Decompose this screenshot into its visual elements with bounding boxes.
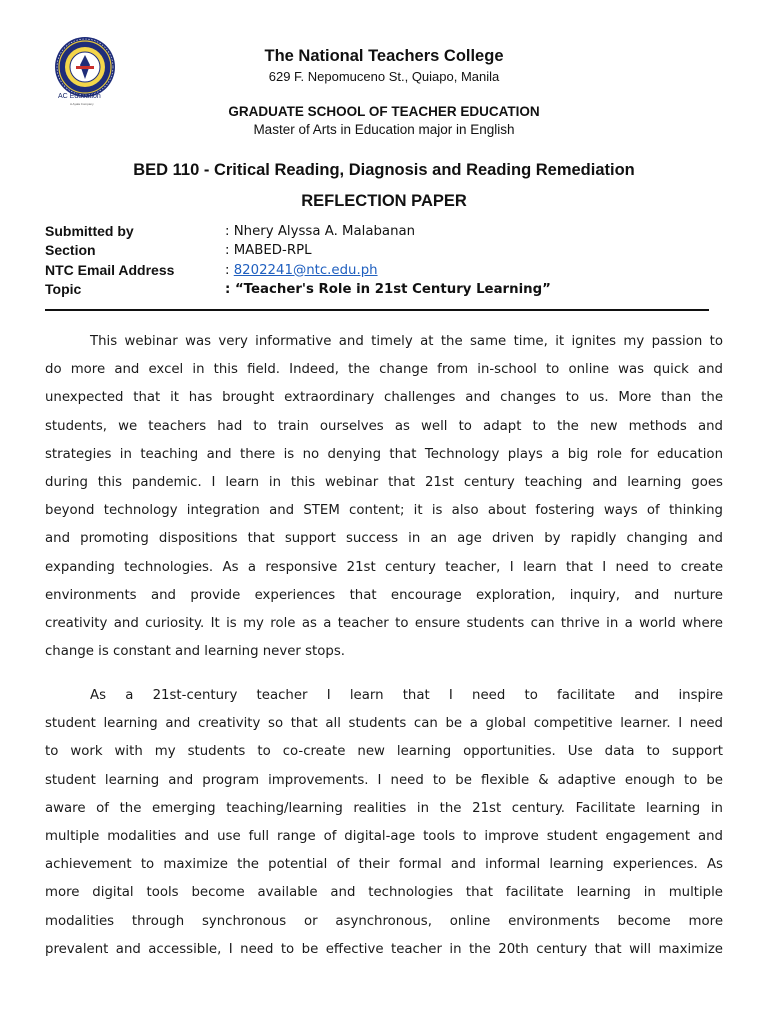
course-title: BED 110 - Critical Reading, Diagnosis and Reading Remediation [133,161,635,179]
text-line: student learning and creativity so that all students can be a global competitive learner. I need [45,716,723,732]
brand-logo-text: AC Education [58,93,101,100]
text-line: change is constant and learning never stops. [45,644,345,660]
text-line: beyond technology integration and STEM content; it is also about fostering ways of thinking [45,503,723,519]
text-line: do more and excel in this field. Indeed, the change from in-school to online was quick and [45,362,723,378]
text-line: multiple modalities and use full range of digital-age tools to improve student engagement and [45,828,723,844]
text-line: prevalent and accessible, I need to be effective teacher in the 20th century that will maximize [45,941,723,957]
text-line: unexpected that it has brought extraordinary challenges and changes to us. More than the [45,390,723,406]
horizontal-divider [45,309,709,311]
college-seal-icon [54,36,116,98]
text-line: This webinar was very informative and timely at the same time, it ignites my passion to [90,334,723,349]
text-line: to work with my students to co-create new learning opportunities. Use data to support [45,744,723,760]
text-line: achievement to maximize the potential of their formal and informal learning experiences. As [45,857,723,873]
info-row-email [45,261,715,280]
text-line: and promoting dispositions that support success in an age driven by rapidly changing and [45,531,723,547]
info-row-submitted-by [45,222,715,241]
text-line: modalities through synchronous or asynchronous, online environments become more [45,913,723,929]
info-value: : MABED-RPL [225,243,312,259]
text-line: student learning and program improvements. I need to be flexible & adaptive enough to be [45,772,723,788]
email-prefix: : [225,262,234,278]
paper-type: REFLECTION PAPER [301,192,467,210]
college-address: 629 F. Nepomuceno St., Quiapo, Manila [268,69,500,84]
info-value [225,261,378,280]
paragraph-2 [45,682,723,964]
text-line: aware of the emerging teaching/learning realities in the 21st century. Facilitate learning in [45,800,723,816]
info-value: : “Teacher's Role in 21st Century Learning” [225,281,551,297]
college-logo [54,36,116,98]
text-line: during this pandemic. I learn in this webinar that 21st century teaching and learning goes [45,474,723,490]
info-label: Submitted by [45,223,134,239]
text-line: students, we teachers had to train ourselves as well to adapt to the new methods and [45,418,723,434]
info-label: Topic [45,280,82,297]
text-line: creativity and curiosity. It is my role as a teacher to ensure students can thrive in a world where [45,615,723,631]
paragraph-1 [45,328,723,666]
text-line: As a 21st-century teacher I learn that I need to facilitate and inspire [90,688,723,703]
email-link[interactable]: 8202241@ntc.edu.ph [233,262,378,278]
college-name: The National Teachers College [264,47,504,65]
brand-logo-subtext: A Ayala Company [70,102,94,106]
text-line: expanding technologies. As a responsive 21st century teacher, I learn that I need to create [45,559,723,575]
text-line: strategies in teaching and there is no denying that Technology plays a big role for education [45,446,723,462]
text-line: environments and provide experiences that encourage exploration, inquiry, and nurture [45,587,723,603]
school-name: GRADUATE SCHOOL OF TEACHER EDUCATION [228,104,540,119]
info-value: : Nhery Alyssa A. Malabanan [225,224,416,239]
info-label: NTC Email Address [45,261,175,278]
info-row-topic [45,280,715,299]
info-row-section [45,241,715,260]
text-line: more digital tools become available and technologies that facilitate learning in multiple [45,885,723,901]
program-name: Master of Arts in Education major in English [253,122,515,137]
submission-info [45,222,715,299]
info-label: Section [45,242,96,259]
